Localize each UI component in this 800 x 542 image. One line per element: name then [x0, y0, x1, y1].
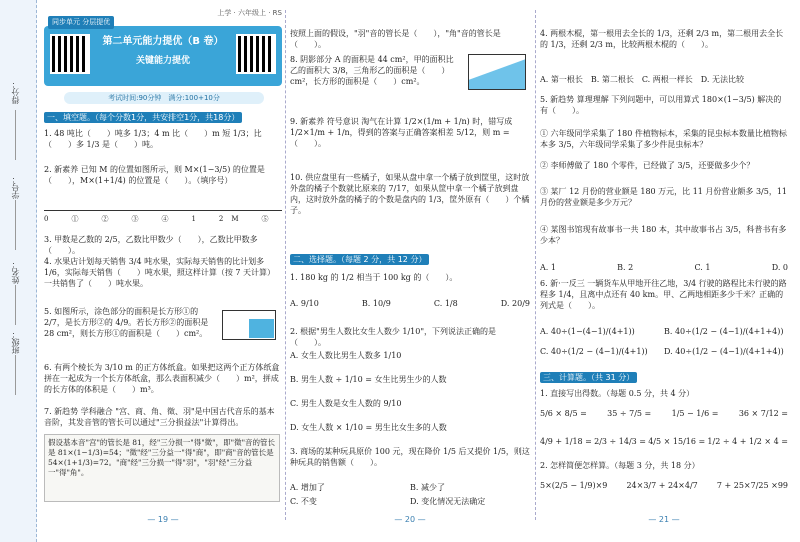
option-b: B. 2 [617, 263, 634, 272]
choice-5-item-3: ③ 某厂 12 月份的营业额是 180 万元，比 11 月份营业额多 3/5，11 月份的营业额是多少万元？ [540, 187, 788, 207]
page-number: — 21 — [648, 515, 680, 524]
calc-1: 1. 直接写出得数。（每题 0.5 分，共 4 分） [540, 389, 695, 398]
calc-item: 5/6 × 8/5 = [540, 409, 587, 418]
choice-2: 2. 根据"男生人数比女生人数少 1/10"，下列说法正确的是（ ）。 [290, 327, 497, 347]
calc-item: 1/2 ÷ 4 + 1/2 × 4 = [707, 437, 788, 446]
calc-item: 24×3/7 + 24×4/7 [626, 481, 698, 490]
calc-item: 35 ÷ 7/5 = [607, 409, 652, 418]
calc-2: 2. 怎样简便怎样算。（每题 3 分，共 18 分） [540, 461, 700, 470]
option-c: C. 1/8 [433, 299, 458, 308]
choice-5-item-4: ④ 某图书馆现有故事书一共 180 本，其中故事书占 3/5，科普书有多少本？ [540, 225, 787, 245]
calc-1-row1 [540, 408, 788, 419]
section-calc [540, 372, 788, 383]
section-heading: 二、选择题。（每题 2 分，共 12 分） [290, 254, 429, 265]
calc-1-row2 [540, 436, 788, 447]
number-line [44, 210, 282, 211]
triangle-figure [468, 54, 526, 90]
question-9: 9. 新素养 符号意识 淘气在计算 1/2×(1/m + 1/n) 时，错写成 1/2×1/m + 1/n，得到的答案与正确答案相差 5/12，则 m =（ ）。 [290, 117, 513, 148]
option-d: D. 变化情况无法确定 [410, 497, 486, 506]
page-21 [540, 10, 788, 525]
page-19 [44, 10, 282, 525]
option-b: B. 40÷(1/2 − (4−1)/(4+1+4)) [664, 327, 784, 336]
option-c: C. 不变 [290, 497, 317, 506]
page-divider [285, 10, 287, 520]
question-7-continued: 按照上面的假设，"羽"音的管长是（ ），"角"音的管长是（ ）。 [290, 29, 501, 49]
choice-5-item-2: ② 李师傅做了 180 个零件，已经做了 3/5，还要做多少个？ [540, 161, 755, 170]
choice-5: 5. 新趋势 算理理解 下列问题中，可以用算式 180×(1−3/5) 解决的有（ ）。 [540, 95, 782, 115]
option-a: A. 9/10 [290, 299, 319, 308]
choice-3-options-row2 [290, 496, 530, 507]
question-5: 5. 如图所示，涂色部分的面积是长方形①的 2/7，是长方形②的 4/9。若长方形②的面积是 28 cm²，则长方形①的面积是（ ）cm²。 [44, 307, 209, 338]
number-line-labels: 0 ① ② ③ ④ 1 2M ⑤ [44, 215, 277, 223]
shaded-overlap [249, 319, 274, 338]
choice-1-options [290, 298, 530, 309]
option-a: A. 增加了 [290, 483, 325, 492]
calc-item: 1/5 − 1/6 = [671, 409, 719, 418]
choice-2-option-a: A. 女生人数比男生人数多 1/10 [290, 351, 402, 360]
page-20 [290, 10, 530, 525]
calc-item: 36 × 7/12 = [738, 409, 788, 418]
id-line [15, 200, 16, 250]
choice-5-options [540, 262, 788, 273]
page-title: 第二单元能力提优（B 卷） [102, 36, 224, 47]
question-3: 3. 甲数是乙数的 2/5，乙数比甲数少（ ），乙数比甲数多（ ）。 [44, 235, 258, 255]
choice-4-options: A. 第一根长 B. 第二根长 C. 两根一样长 D. 无法比较 [540, 75, 744, 84]
choice-2-option-b: B. 男生人数 ÷ 1/10 = 女生比男生少的人数 [290, 375, 447, 384]
question-1: 1. 48 吨比（ ）吨多 1/3；4 m 比（ ）m 短 1/3；比（ ）多 1/3 是（ ）吨。 [44, 129, 262, 149]
option-d: D. 0 [771, 263, 788, 272]
running-header: 上学 · 六年级上 · RS [217, 9, 282, 17]
series-tag: 同步单元 分层提优 [48, 16, 114, 29]
name-line [15, 285, 16, 325]
choice-6-options-row1 [540, 326, 788, 337]
rectangle-figure [222, 310, 276, 340]
option-d: D. 40÷(1/2 − (4−1)/(4+1+4)) [664, 347, 784, 356]
option-b: B. 减少了 [410, 483, 445, 492]
choice-2-option-c: C. 男生人数是女生人数的 9/10 [290, 399, 402, 408]
page-divider [535, 10, 537, 520]
section-fill-blank [44, 112, 282, 123]
binding-margin [0, 0, 37, 542]
page-number: — 20 — [394, 515, 426, 524]
question-10: 10. 供应盘里有一些橘子，如果从盘中拿一个橘子放到筐里，这时放外盘的橘子个数就比原来的 7/17，如果从筐中拿一个橘子放到盘内，这时放外盘的橘子的个数是盘内的 1/3，筐外原有（ ）个橘子。 [290, 173, 530, 215]
choice-4: 4. 两根木棍，第一根用去全长的 1/3，还剩 2/3 m，第二根用去全长的 1/3，还剩 2/3 m，比较两根木棍的（ ）。 [540, 29, 784, 49]
info-box: 假设基本音"宫"的管长是 81，经"三分损一"得"徵"，即"徵"音的管长是 81×(1−1/3)=54；"徵"经"三分益一"得"商"，即"商"音的管长是 54×(1+1/3)=72。"商"经"三分损一"得"羽"，"羽"经"三分益一"得"角"。 [44, 434, 280, 502]
score-label: 得分： [11, 80, 20, 104]
choice-2-option-d: D. 女生人数 × 1/10 = 男生比女生多的人数 [290, 423, 447, 432]
section-heading: 一、填空题。（每个分数1分，共安排空1分，共18分） [44, 112, 242, 123]
question-2: 2. 新素养 已知 M 的位置如图所示，则 M×(1−3/5) 的位置是（ ），M×(1+1/4) 的位置是（ ）。（填序号） [44, 165, 265, 185]
choice-3: 3. 商场的某种玩具原价 100 元，现在降价 1/5 后又提价 1/5，则这种玩具的销售额（ ）。 [290, 447, 530, 467]
choice-5-item-1: ① 六年级同学采集了 180 件植物标本，采集的昆虫标本数量比植物标本多 3/5，六年级同学采集了多少件昆虫标本？ [540, 129, 787, 149]
section-choice [290, 254, 530, 265]
question-6: 6. 有两个棱长为 3/10 m 的正方体纸盒。如果把这两个正方体纸盒拼在一起成为一个长方体纸盒，那么表面积减少（ ）m²，拼成的长方体的体积是（ ）m³。 [44, 363, 280, 394]
choice-1: 1. 180 kg 的 1/2 相当于 100 kg 的（ ）。 [290, 273, 458, 282]
question-4: 4. 水果店计划每天销售 3/4 吨水果，实际每天销售的比计划多 1/6，实际每天销售（ ）吨水果，照这样计算（按 7 天计算）一共销售了（ ）吨水果。 [44, 257, 276, 288]
title-banner [44, 18, 282, 86]
name-label: 姓名： [11, 260, 20, 284]
calc-item: 4/9 + 1/18 = [540, 437, 592, 446]
option-b: B. 10/9 [361, 299, 391, 308]
choice-6-options-row2 [540, 346, 788, 357]
qr-code-icon [50, 34, 90, 74]
calc-2-row [540, 480, 788, 491]
page-subtitle: 关键能力提优 [135, 56, 190, 66]
calc-item: 7 + 25×7/25 ×99 [716, 481, 788, 490]
section-heading: 三、计算题。（共 31 分） [540, 372, 637, 383]
page-number: — 19 — [147, 515, 179, 524]
choice-3-options-row1 [290, 482, 530, 493]
question-8: 8. 阴影部分 A 的面积是 44 cm²，甲的面积比乙的面积大 3/8，三角形乙的面积是（ ）cm²，长方形的面积是（ ）cm²。 [290, 55, 454, 86]
calc-item: 5×(2/5 − 1/9)×9 [540, 481, 608, 490]
option-d: D. 20/9 [500, 299, 530, 308]
option-a: A. 1 [540, 263, 556, 272]
exam-info: 考试时间:90分钟 满分:100+10分 [64, 92, 264, 104]
id-label: 学号： [11, 175, 20, 199]
option-c: C. 1 [694, 263, 711, 272]
score-line [15, 110, 16, 160]
calc-item: 4/5 × 15/16 = [648, 437, 706, 446]
class-label: 班级： [11, 330, 20, 354]
option-a: A. 40÷(1−(4−1)/(4+1)) [540, 327, 635, 336]
question-7: 7. 新趋势 学科融合 "宫、商、角、徵、羽"是中国古代音乐的基本音阶，其发音管的管长可以通过"三分损益法"计算得出。 [44, 407, 275, 427]
class-line [15, 355, 16, 395]
qr-code-icon [236, 34, 276, 74]
choice-6: 6. 新·一反三 一辆货车从甲地开往乙地，3/4 行驶的路程比未行驶的路程多 1/4，且离中点还有 40 km。甲、乙两地相距多少千米？正确的列式是（ ）。 [540, 279, 787, 310]
calc-item: 2/3 ÷ 14/3 = [594, 437, 646, 446]
option-c: C. 40÷(1/2 − (4−1)/(4+1)) [540, 347, 648, 356]
